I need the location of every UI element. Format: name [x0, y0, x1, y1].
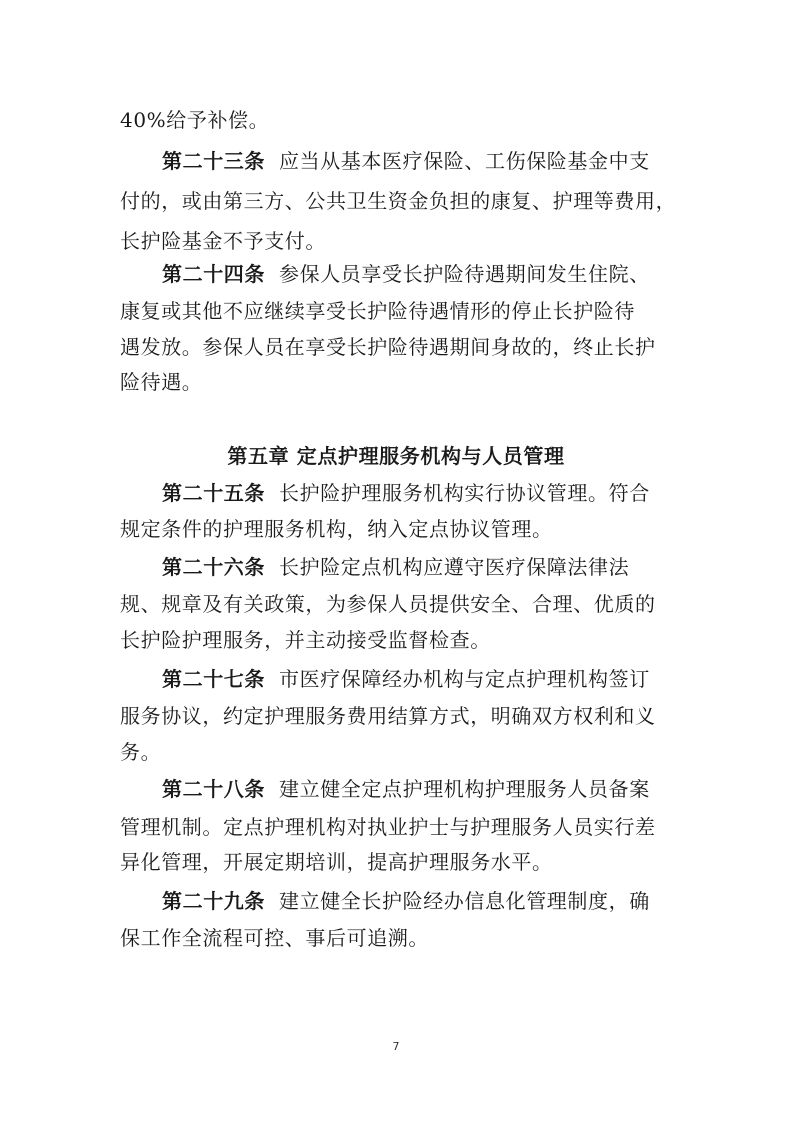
article-26-line-1 [162, 555, 680, 579]
article-23-number: 第二十三条 [162, 149, 265, 173]
article-24-line-3: 遇发放。参保人员在享受长护险待遇期间身故的，终止长护 [120, 335, 656, 359]
article-27-text-1: 市医疗保障经办机构与定点护理机构签订 [279, 667, 650, 691]
article-29-line-1 [162, 889, 680, 913]
article-27-line-3: 务。 [120, 740, 162, 764]
article-27-line-2: 服务协议，约定护理服务费用结算方式，明确双方权利和义 [120, 704, 656, 728]
article-28-line-1 [162, 777, 680, 801]
article-28-number: 第二十八条 [162, 777, 265, 801]
article-26-line-2: 规、规章及有关政策，为参保人员提供安全、合理、优质的 [120, 592, 656, 616]
article-26-line-3: 长护险护理服务，并主动接受监督检查。 [120, 628, 491, 652]
article-29-text-1: 建立健全长护险经办信息化管理制度，确 [279, 889, 650, 913]
article-25-line-2: 规定条件的护理服务机构，纳入定点协议管理。 [120, 517, 553, 541]
article-29-number: 第二十九条 [162, 889, 265, 913]
article-24-line-4: 险待遇。 [120, 370, 203, 394]
article-25-text-1: 长护险护理服务机构实行协议管理。符合 [279, 481, 650, 505]
article-24-number: 第二十四条 [162, 262, 265, 286]
article-24-line-1 [162, 262, 680, 286]
article-28-text-1: 建立健全定点护理机构护理服务人员备案 [279, 777, 650, 801]
article-23-line-2: 付的，或由第三方、公共卫生资金负担的康复、护理等费用， [120, 189, 677, 213]
article-23-line-1 [162, 149, 680, 173]
article-26-text-1: 长护险定点机构应遵守医疗保障法律法 [279, 555, 630, 579]
article-27-line-1 [162, 667, 680, 691]
article-25-number: 第二十五条 [162, 481, 265, 505]
page-number: 7 [392, 1040, 400, 1053]
article-26-number: 第二十六条 [162, 555, 265, 579]
article-27-number: 第二十七条 [162, 667, 265, 691]
article-28-line-3: 异化管理，开展定期培训，提高护理服务水平。 [120, 850, 553, 874]
chapter-heading: 第五章 定点护理服务机构与人员管理 [227, 444, 565, 468]
text-line: 40%给予补偿。 [120, 108, 270, 132]
article-23-text-1: 应当从基本医疗保险、工伤保险基金中支 [279, 149, 650, 173]
article-23-line-3: 长护险基金不予支付。 [120, 229, 326, 253]
article-24-text-1: 参保人员享受长护险待遇期间发生住院、 [279, 262, 650, 286]
article-24-line-2: 康复或其他不应继续享受长护险待遇情形的停止长护险待 [120, 299, 635, 323]
article-25-line-1 [162, 481, 680, 505]
article-29-line-2: 保工作全流程可控、事后可追溯。 [120, 926, 429, 950]
article-28-line-2: 管理机制。定点护理机构对执业护士与护理服务人员实行差 [120, 815, 656, 839]
